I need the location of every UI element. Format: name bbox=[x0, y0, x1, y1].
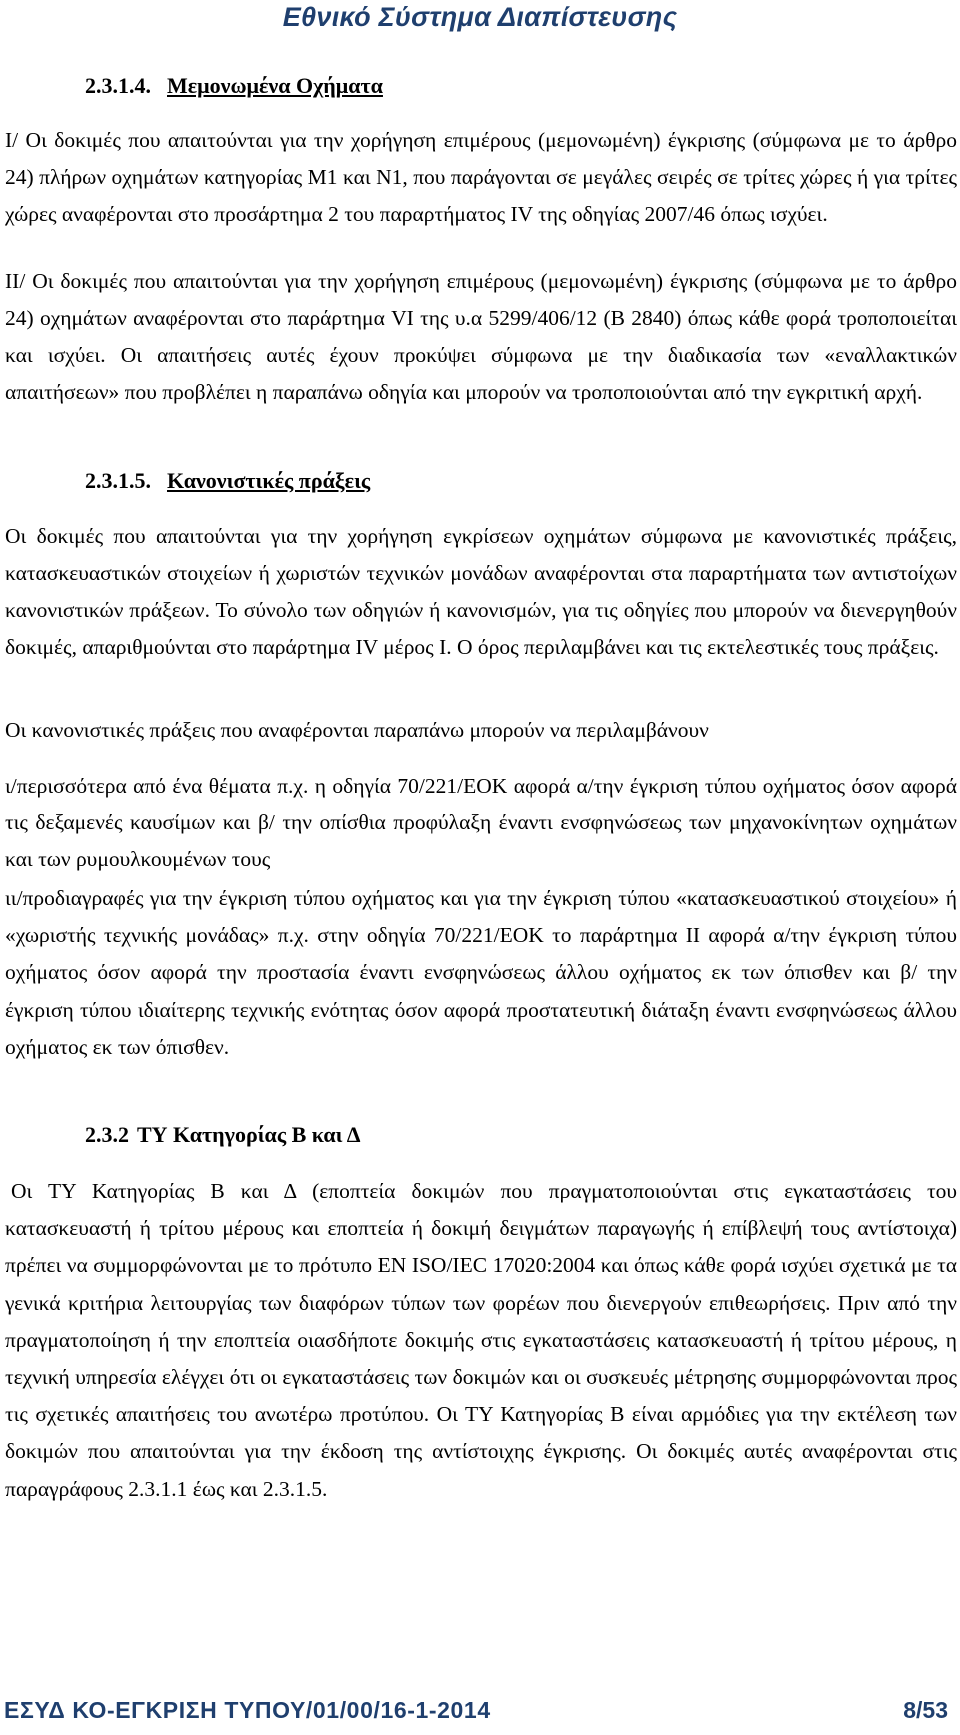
paragraph: Οι ΤΥ Κατηγορίας Β και Δ (εποπτεία δοκιμών που πραγματοποιούνται στις εγκαταστάσεις του κατασκευαστή ή τρίτου μέρους και εποπτεία ή δοκιμή δειγμάτων παραγωγής ή επίβλεψή τους αντίστοιχα) πρέπει να συμμορφώνονται με το πρότυπο EN ISO/IEC 17020:2004 και όπως κάθε φορά ισχύει σχετικά με τα γενικά κριτήρια λειτουργίας των διαφόρων τύπων των φορέων που διενεργούν επιθεωρήσεις. Πριν από την πραγματοποίηση ή την εποπτεία οιασδήποτε δοκιμής στις εγκαταστάσεις κατασκευαστή ή τρίτου μέρους, η τεχνική υπηρεσία ελέγχει ότι οι εγκαταστάσεις των δοκιμών και οι συσκευές μέτρησης συμμορφώνονται προς τις σχετικές απαιτήσεις του ανωτέρω προτύπου. Οι ΤΥ Κατηγορίας Β είναι αρμόδιες για την εκτέλεση των δοκιμών που απαιτούνται για την έκδοση της αντίστοιχης έγκρισης. Οι δοκιμές αυτές αναφέρονται στις παραγράφους 2.3.1.1 έως και 2.3.1.5. bbox=[5, 1179, 957, 1501]
paragraph: Οι δοκιμές που απαιτούνται για την χορήγηση εγκρίσεων οχημάτων σύμφωνα με κανονιστικές πράξεις, κατασκευαστικών στοιχείων ή χωριστών τεχνικών μονάδων αναφέρονται στα παραρτήματα των αντιστοίχων κανονιστικών πράξεων. Το σύνολο των οδηγιών ή κανονισμών, για τις οδηγίες που μπορούν να διενεργηθούν δοκιμές, απαριθμούνται στο παράρτημα IV μέρος Ι. Ο όρος περιλαμβάνει και τις εκτελεστικές τους πράξεις. bbox=[5, 524, 957, 659]
section-number: 2.3.1.4. bbox=[85, 73, 151, 98]
paragraph: ι/περισσότερα από ένα θέματα π.χ. η οδηγία 70/221/ΕΟΚ αφορά α/την έγκριση τύπου οχήματος όσον αφορά τις δεξαμενές καυσίμων και β/ την οπίσθια προφύλαξη έναντι ενσφηνώσεως των μηχανοκίνητων οχημάτων και των ρυμουλκουμένων τους bbox=[5, 774, 957, 871]
paragraph: Ι/ Οι δοκιμές που απαιτούνται για την χορήγηση επιμέρους (μεμονωμένη) έγκρισης (σύμφωνα με το άρθρο 24) πλήρων οχημάτων κατηγορίας Μ1 και Ν1, που παράγονται σε μεγάλες σειρές σε τρίτες χώρες ή για τρίτες χώρες αναφέρονται στο προσάρτημα 2 του παραρτήματος IV της οδηγίας 2007/46 όπως ισχύει. bbox=[5, 128, 957, 226]
section-title: Κανονιστικές πράξεις bbox=[167, 468, 371, 493]
section-heading-2-3-1-4 bbox=[85, 73, 383, 99]
section-number: 2.3.1.5. bbox=[85, 468, 151, 493]
paragraph: ιι/προδιαγραφές για την έγκριση τύπου οχήματος και για την έγκριση τύπου «κατασκευαστικού στοιχείου» ή «χωριστής τεχνικής μονάδας» π.χ. στην οδηγία 70/221/ΕΟΚ το παράρτημα ΙΙ αφορά α/την έγκριση τύπου οχήματος όσον αφορά την προστασία έναντι ενσφηνώσεως άλλου οχήματος εκ των όπισθεν και β/ την έγκριση τύπου ιδιαίτερης τεχνικής ενότητας όσον αφορά προστατευτική διάταξη έναντι ενσφηνώσεως άλλου οχήματος εκ των όπισθεν. bbox=[5, 886, 957, 1059]
document-code: ΕΣΥΔ ΚΟ-ΕΓΚΡΙΣΗ ΤΥΠΟΥ/01/00/16-1-2014 bbox=[4, 1697, 491, 1723]
section-heading-2-3-2 bbox=[85, 1122, 361, 1148]
running-header: Εθνικό Σύστημα Διαπίστευσης bbox=[282, 2, 678, 32]
section-title: Μεμονωμένα Οχήματα bbox=[167, 73, 383, 98]
page-number: 8/53 bbox=[903, 1697, 948, 1723]
section-title: ΤΥ Κατηγορίας Β και Δ bbox=[137, 1122, 361, 1147]
section-number: 2.3.2 bbox=[85, 1122, 129, 1147]
paragraph: ΙΙ/ Οι δοκιμές που απαιτούνται για την χορήγηση επιμέρους (μεμονωμένη) έγκρισης (σύμφωνα με το άρθρο 24) οχημάτων αναφέρονται στο παράρτημα VI της υ.α 5299/406/12 (Β 2840) όπως κάθε φορά τροποποιείται και ισχύει. Οι απαιτήσεις αυτές έχουν προκύψει σύμφωνα με την διαδικασία των «εναλλακτικών απαιτήσεων» που προβλέπει η παραπάνω οδηγία και μπορούν να τροποποιούνται από την εγκριτική αρχή. bbox=[5, 269, 957, 404]
section-heading-2-3-1-5 bbox=[85, 468, 370, 494]
paragraph-line: Οι κανονιστικές πράξεις που αναφέρονται παραπάνω μπορούν να περιλαμβάνουν bbox=[5, 718, 709, 742]
